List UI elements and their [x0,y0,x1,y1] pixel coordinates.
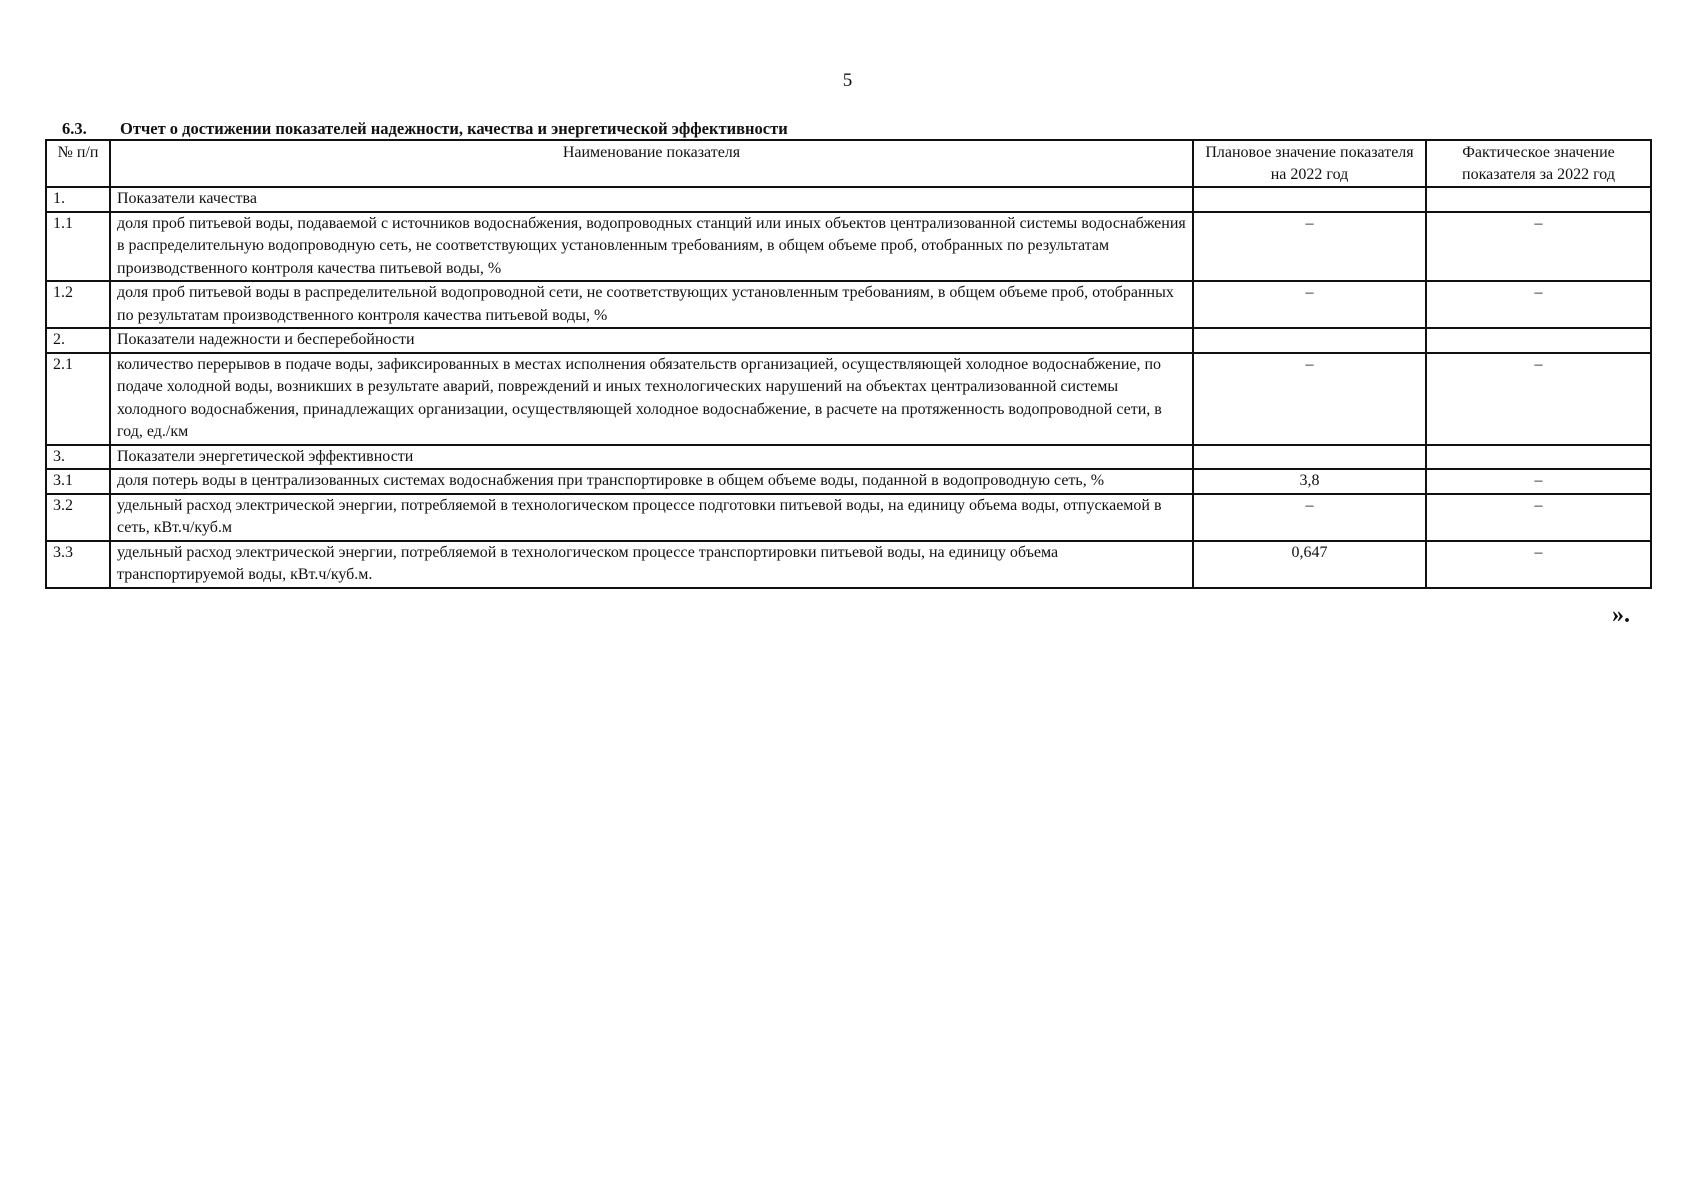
row-fact [1426,445,1651,470]
header-name: Наименование показателя [110,140,1193,187]
row-name: удельный расход электрической энергии, потребляемой в технологическом процессе подготовки питьевой воды, на единицу объема воды, отпускаемой в сеть, кВт.ч/куб.м [110,494,1193,541]
row-num: 3.2 [46,494,110,541]
row-plan: – [1193,212,1426,282]
table-row [46,494,1651,541]
row-fact: – [1426,541,1651,588]
row-name: доля потерь воды в централизованных системах водоснабжения при транспортировке в общем объеме воды, поданной в водопроводную сеть, % [110,469,1193,494]
row-plan: – [1193,353,1426,445]
table-row [46,187,1651,212]
row-name: Показатели качества [110,187,1193,212]
table-row [46,212,1651,282]
row-fact: – [1426,469,1651,494]
table-row [46,281,1651,328]
table-row [46,445,1651,470]
row-fact: – [1426,353,1651,445]
row-name: Показатели энергетической эффективности [110,445,1193,470]
table-row [46,541,1651,588]
row-num: 2. [46,328,110,353]
row-num: 3.3 [46,541,110,588]
row-plan: – [1193,494,1426,541]
section-title: Отчет о достижении показателей надежности, качества и энергетической эффективности [120,119,788,138]
row-num: 1.1 [46,212,110,282]
row-plan [1193,187,1426,212]
header-plan: Плановое значение показателя на 2022 год [1193,140,1426,187]
row-num: 3.1 [46,469,110,494]
row-fact [1426,187,1651,212]
row-name: доля проб питьевой воды, подаваемой с источников водоснабжения, водопроводных станций или иных объектов централизованной системы водоснабжения в распределительную водопроводную сеть, не соответствующих установленным требованиям, в общем объеме проб, отобранных по результатам производственного контроля качества питьевой воды, % [110,212,1193,282]
row-name: Показатели надежности и бесперебойности [110,328,1193,353]
row-fact: – [1426,281,1651,328]
table-header-row [46,140,1651,187]
row-plan [1193,445,1426,470]
row-num: 1.2 [46,281,110,328]
section-number: 6.3. [62,119,87,138]
indicators-table [45,139,1652,589]
closing-quote: ». [1612,602,1630,628]
row-name: удельный расход электрической энергии, потребляемой в технологическом процессе транспортировки питьевой воды, на единицу объема транспортируемой воды, кВт.ч/куб.м. [110,541,1193,588]
row-plan [1193,328,1426,353]
row-num: 1. [46,187,110,212]
row-num: 3. [46,445,110,470]
section-heading [62,119,788,139]
header-num: № п/п [46,140,110,187]
row-plan: 3,8 [1193,469,1426,494]
table-row [46,328,1651,353]
row-fact [1426,328,1651,353]
header-fact: Фактическое значение показателя за 2022 год [1426,140,1651,187]
row-fact: – [1426,494,1651,541]
row-fact: – [1426,212,1651,282]
row-name: доля проб питьевой воды в распределительной водопроводной сети, не соответствующих установленным требованиям, в общем объеме проб, отобранных по результатам производственного контроля качества питьевой воды, % [110,281,1193,328]
page-number: 5 [842,70,853,91]
table-row [46,353,1651,445]
row-plan: 0,647 [1193,541,1426,588]
table-row [46,469,1651,494]
row-name: количество перерывов в подаче воды, зафиксированных в местах исполнения обязательств организацией, осуществляющей холодное водоснабжение, по подаче холодной воды, возникших в результате аварий, повреждений и иных технологических нарушений на объектах централизованной системы холодного водоснабжения, принадлежащих организации, осуществляющей холодное водоснабжение, в расчете на протяженность водопроводной сети, в год, ед./км [110,353,1193,445]
row-plan: – [1193,281,1426,328]
row-num: 2.1 [46,353,110,445]
